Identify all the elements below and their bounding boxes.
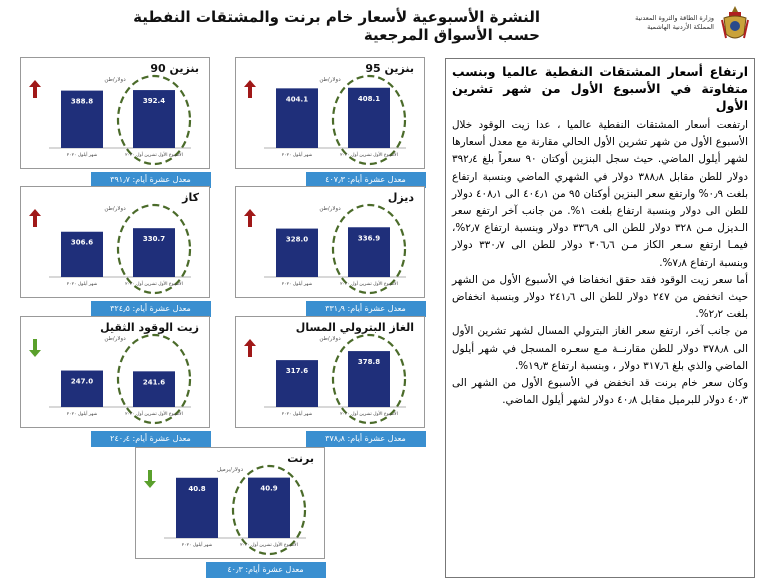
data-label: 404.1 — [285, 95, 309, 104]
chart-unit-label: دولار/طن — [319, 336, 341, 342]
category-label: الأسبوع الأول تشرين أول ٢٠٢٠ — [125, 282, 183, 287]
chart-card — [20, 186, 210, 313]
chart-card — [235, 57, 425, 184]
chart-unit-label: دولار/طن — [104, 336, 126, 342]
chart-title: زيت الوقود الثقيل — [100, 321, 199, 334]
arrow-up-icon — [244, 339, 256, 357]
category-label: شهر أيلول ٢٠٢٠ — [66, 153, 98, 158]
data-label: 317.6 — [285, 367, 309, 376]
bar-chart — [21, 187, 208, 296]
category-label: شهر أيلول ٢٠٢٠ — [281, 282, 313, 287]
arrow-up-icon — [29, 209, 41, 227]
category-label: الأسبوع الأول تشرين أول ٢٠٢٠ — [240, 543, 298, 548]
ten-day-average: معدل عشرة أيام: ٣٧٨٫٨ — [306, 431, 426, 447]
data-label: 247.0 — [70, 377, 94, 386]
data-label: 330.7 — [142, 235, 166, 244]
data-label: 392.4 — [142, 97, 166, 106]
bar-chart — [21, 58, 208, 167]
chart-title: ديزل — [387, 191, 414, 204]
category-label: الأسبوع الأول تشرين أول ٢٠٢٠ — [340, 153, 398, 158]
arrow-down-icon — [29, 339, 41, 357]
bar — [61, 371, 103, 407]
bar-chart — [236, 58, 423, 167]
bar-chart — [136, 448, 323, 557]
article-paragraph: وكان سعر خام برنت قد انخفض في الأسبوع الأول من الشهر الى ٤٠٫٣ دولار للبرميل مقابل ٤٠٫٨ دولار لشهر أيلول الماضي. — [452, 377, 748, 407]
chart-card — [135, 447, 325, 574]
chart-title: الغاز البترولي المسال — [295, 321, 414, 334]
category-label: شهر أيلول ٢٠٢٠ — [281, 412, 313, 417]
category-label: الأسبوع الأول تشرين أول ٢٠٢٠ — [340, 282, 398, 287]
data-label: 336.9 — [357, 234, 381, 243]
article-paragraph: من جانب آخر، ارتفع سعر الغاز البترولي المسال لشهر تشرين الأول الى ٣٧٨٫٨ دولار للطن مقارنــة مـع سعـره المسجل في شهر أيلول الماضي والذي بلغ ٣١٧٫٦ دولار ، وبنسبة ارتفاع ١٩٫٣%. — [452, 325, 748, 372]
ministry-logo — [610, 4, 750, 48]
data-label: 388.8 — [70, 97, 94, 106]
chart-unit-label: دولار/طن — [319, 206, 341, 212]
chart-card — [235, 186, 425, 313]
chart-title: بنزين 90 — [150, 62, 199, 75]
data-label: 306.6 — [70, 238, 94, 247]
bar-chart — [21, 317, 208, 426]
chart-title: بنزين 95 — [365, 62, 414, 75]
chart-title: برنت — [287, 452, 314, 465]
ten-day-average: معدل عشرة أيام: ٣٣١٫٩ — [306, 301, 426, 317]
arrow-up-icon — [244, 80, 256, 98]
article-paragraph: أما سعر زيت الوقود فقد حقق انخفاضا في الأسبوع الأول من الشهر حيث انخفض من ٢٤٧ دولار للطن الى ٢٤١٫٦ دولار وبنسبة انخفاض بلغت ٢٫٢%. — [452, 273, 748, 321]
chart-unit-label: دولار/برميل — [216, 467, 244, 473]
article-box — [445, 58, 755, 578]
chart-unit-label: دولار/طن — [104, 77, 126, 83]
bar-chart — [236, 317, 423, 426]
article-paragraph: ارتفعت أسعار المشتقات النفطية عالميا ، عدا زيت الوقود خلال الأسبوع الأول من شهر تشرين الأول الحالي مقارنة مع معدل أسعارها لشهر أيلول الماضي. حيث سجل البنزين أوكتان ٩٠ سعراً بلغ ٣٩٢٫٤ دولار للطن مقابل ٣٨٨٫٨ دولار في الشهري الماضي وبنسبة ارتفاع بلغت ٠٫٩% وارتفع سعر البنزين أوكتان ٩٥ من ٤٠٤٫١ الى ٤٠٨٫١ دولار للطن الى دولار وبنسبة ارتفاع بلغت ١%. من جانب آخر ارتفع سعر الـديزل مـن ٣٢٨ دولار للطن الى ٣٣٦٫٩ دولار وبنسبة ارتفاع ٢٫٧%، فيمـا ارتفع سـعر الكاز مـن ٣٠٦٫٦ دولار للطن الى ٣٣٠٫٧ دولار وبنسبة ارتفاع ٧٫٨%. — [452, 119, 748, 269]
bar — [133, 371, 175, 407]
chart-card — [20, 316, 210, 443]
chart-title: كاز — [182, 191, 199, 204]
data-label: 241.6 — [142, 378, 166, 387]
category-label: شهر أيلول ٢٠٢٠ — [66, 412, 98, 417]
category-label: شهر أيلول ٢٠٢٠ — [181, 543, 213, 548]
chart-card — [20, 57, 210, 184]
ten-day-average: معدل عشرة أيام: ٤٠٧٫٣ — [306, 172, 426, 188]
bar-chart — [236, 187, 423, 296]
arrow-down-icon — [144, 470, 156, 488]
arrow-up-icon — [244, 209, 256, 227]
page-title: النشرة الأسبوعية لأسعار خام برنت والمشتقات النفطية حسب الأسواق المرجعية — [133, 8, 540, 44]
ten-day-average: معدل عشرة أيام: ٣٩١٫٧ — [91, 172, 211, 188]
data-label: 328.0 — [285, 235, 309, 244]
category-label: الأسبوع الأول تشرين أول ٢٠٢٠ — [125, 412, 183, 417]
chart-unit-label: دولار/طن — [319, 77, 341, 83]
category-label: الأسبوع الأول تشرين أول ٢٠٢٠ — [125, 153, 183, 158]
arrow-up-icon — [29, 80, 41, 98]
ten-day-average: معدل عشرة أيام: ٣٢٤٫٥ — [91, 301, 211, 317]
ten-day-average: معدل عشرة أيام: ٤٠٫٣ — [206, 562, 326, 578]
data-label: 408.1 — [357, 94, 381, 103]
category-label: شهر أيلول ٢٠٢٠ — [66, 282, 98, 287]
ten-day-average: معدل عشرة أيام: ٢٤٠٫٤ — [91, 431, 211, 447]
article-heading: ارتفاع أسعار المشتقات النفطية عالميا وبنسب متفاوتة في الأسبوع الأول من شهر تشرين الأول — [452, 64, 748, 113]
data-label: 40.8 — [188, 484, 206, 493]
chart-card — [235, 316, 425, 443]
coat-of-arms-icon — [720, 4, 750, 44]
data-label: 378.8 — [357, 358, 381, 367]
category-label: الأسبوع الأول تشرين أول ٢٠٢٠ — [340, 412, 398, 417]
ministry-name: وزارة الطاقة والثروة المعدنية المملكة الأردنية الهاشمية — [635, 14, 714, 31]
category-label: شهر أيلول ٢٠٢٠ — [281, 153, 313, 158]
data-label: 40.9 — [260, 484, 278, 493]
chart-unit-label: دولار/طن — [104, 206, 126, 212]
